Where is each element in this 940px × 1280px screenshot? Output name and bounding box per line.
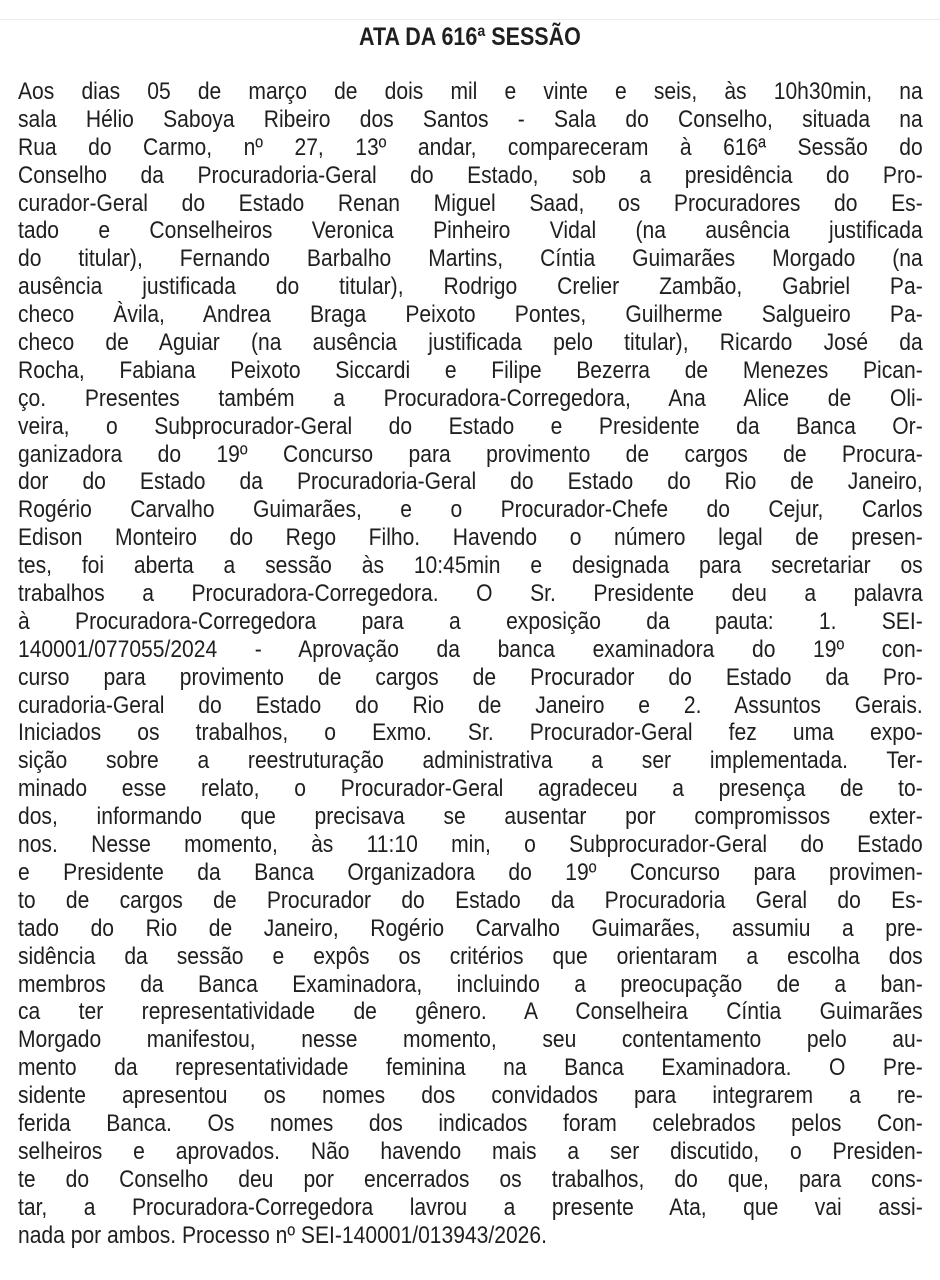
paragraph-line (18, 1138, 923, 1166)
paragraph-line (18, 998, 923, 1026)
paragraph-line (18, 245, 923, 273)
paragraph-line (18, 1110, 923, 1138)
paragraph-line (18, 664, 923, 692)
paragraph-line-text: curador-Geral do Estado Renan Miguel Saad, os Procuradores do Es- (18, 189, 923, 217)
paragraph-line (18, 441, 923, 469)
paragraph-line (18, 915, 923, 943)
paragraph-line-text: do titular), Fernando Barbalho Martins, Cíntia Guimarães Morgado (na (18, 245, 923, 273)
paragraph-line (18, 217, 923, 245)
paragraph-line-text: tado e Conselheiros Veronica Pinheiro Vidal (na ausência justificada (18, 217, 923, 245)
paragraph-line-text: tes, foi aberta a sessão às 10:45min e designada para secretariar os (18, 552, 923, 580)
paragraph-line (18, 273, 923, 301)
paragraph-line-text: to de cargos de Procurador do Estado da Procuradoria Geral do Es- (18, 886, 923, 914)
paragraph-line (18, 385, 923, 413)
paragraph-line-text: nada por ambos. Processo nº SEI-140001/013943/2026. (18, 1221, 547, 1249)
paragraph-line (18, 106, 923, 134)
paragraph-line (18, 692, 923, 720)
paragraph-line-text: 140001/077055/2024 - Aprovação da banca examinadora do 19º con- (18, 635, 923, 663)
paragraph-line-text: checo de Aguiar (na ausência justificada pelo titular), Ricardo José da (18, 329, 923, 357)
paragraph-line (18, 719, 923, 747)
paragraph-line-text: mento da representatividade feminina na Banca Examinadora. O Pre- (18, 1054, 923, 1082)
paragraph-line-text: sidência da sessão e expôs os critérios que orientaram a escolha dos (18, 942, 923, 970)
paragraph-line-text: Rocha, Fabiana Peixoto Siccardi e Filipe Bezerra de Menezes Pican- (18, 356, 923, 384)
document-title (0, 22, 940, 52)
paragraph-line-text: curso para provimento de cargos de Procurador do Estado da Pro- (18, 663, 923, 691)
paragraph-line (18, 1166, 923, 1194)
paragraph-line-text: trabalhos a Procuradora-Corregedora. O Sr. Presidente deu a palavra (18, 580, 923, 608)
paragraph-line (18, 190, 923, 218)
paragraph-line-text: Conselho da Procuradoria-Geral do Estado, sob a presidência do Pro- (18, 161, 923, 189)
paragraph-line (18, 496, 923, 524)
paragraph-line-text: Iniciados os trabalhos, o Exmo. Sr. Procurador-Geral fez uma expo- (18, 719, 923, 747)
paragraph-line (18, 608, 923, 636)
paragraph-line-text: Rogério Carvalho Guimarães, e o Procurador-Chefe do Cejur, Carlos (18, 496, 923, 524)
paragraph-line (18, 775, 923, 803)
paragraph-line (18, 887, 923, 915)
paragraph-line (18, 831, 923, 859)
paragraph-line (18, 552, 923, 580)
paragraph-line (18, 301, 923, 329)
paragraph-line-text: ferida Banca. Os nomes dos indicados foram celebrados pelos Con- (18, 1109, 923, 1137)
paragraph-line-text: dor do Estado da Procuradoria-Geral do Estado do Rio de Janeiro, (18, 468, 923, 496)
document-title-text: ATA DA 616ª SESSÃO (359, 23, 581, 51)
paragraph-line (18, 1082, 923, 1110)
paragraph-line (18, 943, 923, 971)
paragraph-line (18, 134, 923, 162)
paragraph-line-text: à Procuradora-Corregedora para a exposição da pauta: 1. SEI- (18, 607, 923, 635)
paragraph-line-text: sala Hélio Saboya Ribeiro dos Santos - Sala do Conselho, situada na (18, 105, 923, 133)
paragraph-line-text: sidente apresentou os nomes dos convidados para integrarem a re- (18, 1082, 923, 1110)
paragraph-line (18, 1194, 923, 1222)
paragraph-line-text: nos. Nesse momento, às 11:10 min, o Subprocurador-Geral do Estado (18, 831, 923, 859)
paragraph-line (18, 357, 923, 385)
paragraph-line (18, 162, 923, 190)
paragraph-line-text: Aos dias 05 de março de dois mil e vinte e seis, às 10h30min, na (18, 78, 923, 105)
paragraph-line (18, 636, 923, 664)
paragraph-line (18, 1054, 923, 1082)
paragraph-line (18, 1222, 923, 1250)
paragraph-line-text: curadoria-Geral do Estado do Rio de Janeiro e 2. Assuntos Gerais. (18, 691, 923, 719)
paragraph-line-text: minado esse relato, o Procurador-Geral agradeceu a presença de to- (18, 775, 923, 803)
paragraph-line-text: Edison Monteiro do Rego Filho. Havendo o número legal de presen- (18, 524, 923, 552)
paragraph-line (18, 413, 923, 441)
paragraph-line-text: membros da Banca Examinadora, incluindo a preocupação de a ban- (18, 970, 923, 998)
paragraph-line (18, 859, 923, 887)
document-body (18, 78, 923, 1249)
paragraph-line-text: dos, informando que precisava se ausentar por compromissos exter- (18, 803, 923, 831)
paragraph-line-text: selheiros e aprovados. Não havendo mais a ser discutido, o Presiden- (18, 1137, 923, 1165)
paragraph-line-text: sição sobre a reestruturação administrativa a ser implementada. Ter- (18, 747, 923, 775)
paragraph-line-text: ca ter representatividade de gênero. A Conselheira Cíntia Guimarães (18, 998, 923, 1026)
paragraph-line-text: te do Conselho deu por encerrados os trabalhos, do que, para cons- (18, 1165, 923, 1193)
paragraph-line (18, 803, 923, 831)
paragraph-line (18, 1026, 923, 1054)
paragraph-line-text: ço. Presentes também a Procuradora-Corregedora, Ana Alice de Oli- (18, 384, 923, 412)
paragraph-line (18, 329, 923, 357)
paragraph-line (18, 971, 923, 999)
paragraph-line-text: veira, o Subprocurador-Geral do Estado e Presidente da Banca Or- (18, 412, 923, 440)
paragraph-line-text: ausência justificada do titular), Rodrigo Crelier Zambão, Gabriel Pa- (18, 273, 923, 301)
paragraph-line-text: tado do Rio de Janeiro, Rogério Carvalho Guimarães, assumiu a pre- (18, 914, 923, 942)
paragraph-line (18, 468, 923, 496)
paragraph-line-text: checo Àvila, Andrea Braga Peixoto Pontes, Guilherme Salgueiro Pa- (18, 301, 923, 329)
paragraph-line (18, 524, 923, 552)
paragraph-line (18, 78, 923, 106)
paragraph-line-text: Rua do Carmo, nº 27, 13º andar, compareceram à 616ª Sessão do (18, 133, 923, 161)
paragraph-line-text: tar, a Procuradora-Corregedora lavrou a presente Ata, que vai assi- (18, 1193, 923, 1221)
paragraph-line-text: e Presidente da Banca Organizadora do 19º Concurso para provimen- (18, 858, 923, 886)
top-divider (0, 19, 940, 20)
paragraph-line (18, 747, 923, 775)
paragraph-line (18, 580, 923, 608)
paragraph-line-text: ganizadora do 19º Concurso para provimento de cargos de Procura- (18, 440, 923, 468)
paragraph-line-text: Morgado manifestou, nesse momento, seu contentamento pelo au- (18, 1026, 923, 1054)
